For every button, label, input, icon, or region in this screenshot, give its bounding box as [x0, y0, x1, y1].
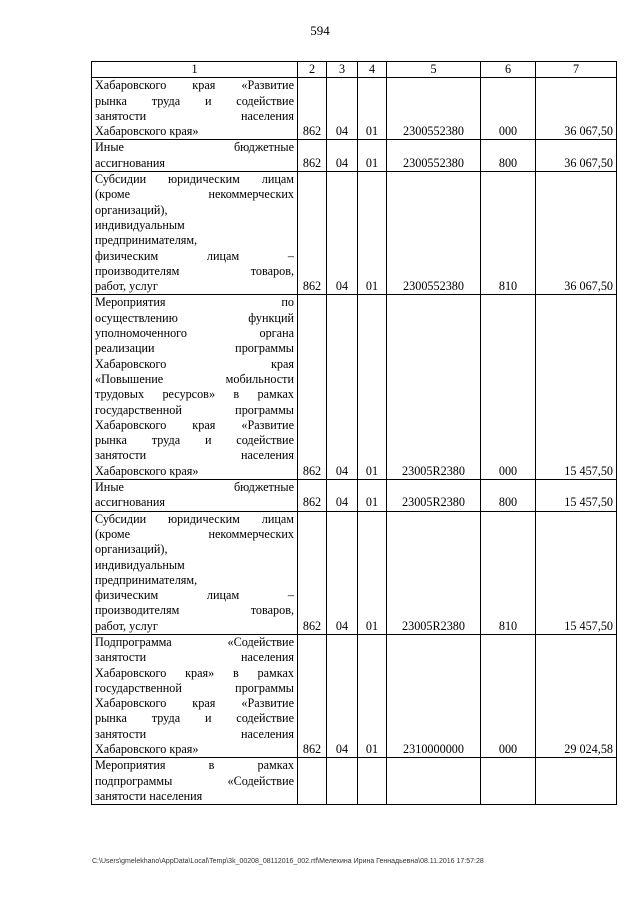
- row-name-line: рынка труда и содействие: [95, 711, 294, 726]
- row-name-cell: [92, 140, 298, 172]
- column-header: 2: [298, 62, 327, 78]
- row-name-line: физическим лицам –: [95, 248, 294, 263]
- row-name-line: организаций),: [95, 542, 168, 557]
- table-row: [92, 511, 617, 634]
- amount-cell: 36 067,50: [536, 78, 617, 140]
- budget-table: [91, 61, 617, 805]
- row-name-line: занятости населения: [95, 448, 294, 463]
- row-name-line: производителям товаров,: [95, 263, 294, 278]
- row-name-line: подпрограммы «Содействие: [95, 773, 294, 788]
- row-name-line: Хабаровского края»: [95, 463, 199, 478]
- row-name-line: рынка труда и содействие: [95, 433, 294, 448]
- code-subsection-cell: 01: [358, 140, 387, 172]
- row-name-line: работ, услуг: [95, 279, 158, 294]
- code-subsection-cell: 01: [358, 78, 387, 140]
- table-row: [92, 295, 617, 480]
- amount-cell: 15 457,50: [536, 511, 617, 634]
- row-name-line: физическим лицам –: [95, 588, 294, 603]
- row-name-line: (кроме некоммерческих: [95, 526, 294, 541]
- row-name-line: предпринимателям,: [95, 572, 198, 587]
- row-name-line: занятости населения: [95, 726, 294, 741]
- row-name-line: «Повышение мобильности: [95, 371, 294, 386]
- row-name-cell: [92, 78, 298, 140]
- code-target-cell: 2300552380: [387, 172, 481, 295]
- code-target-cell: 2300552380: [387, 140, 481, 172]
- code-gr-cell: 862: [298, 295, 327, 480]
- code-gr-cell: 862: [298, 140, 327, 172]
- code-gr-cell: 862: [298, 78, 327, 140]
- row-name-line: Субсидии юридическим лицам: [95, 172, 294, 187]
- code-target-cell: 23005R2380: [387, 511, 481, 634]
- table-row: [92, 758, 617, 805]
- row-name-line: ассигнования: [95, 495, 166, 510]
- code-type-cell: 810: [481, 511, 536, 634]
- code-section-cell: [327, 758, 358, 805]
- row-name-line: рынка труда и содействие: [95, 93, 294, 108]
- file-path-footer: C:\Users\gmelekhano\AppData\Local\Temp\3k_00208_08112016_002.rtf\Мелехина Ирина Геннадьевна\08.11.2016 17:57:28: [92, 858, 484, 865]
- row-name-line: занятости населения: [95, 650, 294, 665]
- code-subsection-cell: 01: [358, 511, 387, 634]
- row-name-line: Хабаровского края: [95, 356, 294, 371]
- row-name-cell: [92, 758, 298, 805]
- row-name-line: Иные бюджетные: [95, 480, 294, 495]
- row-name-line: Хабаровского края «Развитие: [95, 78, 294, 93]
- row-name-line: производителям товаров,: [95, 603, 294, 618]
- code-section-cell: 04: [327, 295, 358, 480]
- code-subsection-cell: 01: [358, 634, 387, 757]
- code-target-cell: 2310000000: [387, 634, 481, 757]
- code-type-cell: 000: [481, 634, 536, 757]
- code-target-cell: 23005R2380: [387, 480, 481, 512]
- row-name-line: Хабаровского края» в рамках: [95, 665, 294, 680]
- code-target-cell: 23005R2380: [387, 295, 481, 480]
- row-name-line: осуществлению функций: [95, 310, 294, 325]
- code-gr-cell: 862: [298, 511, 327, 634]
- code-subsection-cell: 01: [358, 172, 387, 295]
- row-name-line: Хабаровского края «Развитие: [95, 417, 294, 432]
- row-name-line: ассигнования: [95, 155, 166, 170]
- table-header-row: [92, 62, 617, 78]
- row-name-line: (кроме некоммерческих: [95, 187, 294, 202]
- code-type-cell: 000: [481, 78, 536, 140]
- table-row: [92, 140, 617, 172]
- column-header: 7: [536, 62, 617, 78]
- row-name-line: Иные бюджетные: [95, 140, 294, 155]
- row-name-line: Мероприятия по: [95, 295, 294, 310]
- column-header: 5: [387, 62, 481, 78]
- row-name-line: Хабаровского края»: [95, 124, 199, 139]
- code-gr-cell: [298, 758, 327, 805]
- code-section-cell: 04: [327, 78, 358, 140]
- code-type-cell: 800: [481, 140, 536, 172]
- code-section-cell: 04: [327, 511, 358, 634]
- row-name-line: государственной программы: [95, 680, 294, 695]
- table-row: [92, 78, 617, 140]
- amount-cell: 36 067,50: [536, 172, 617, 295]
- code-target-cell: [387, 758, 481, 805]
- column-header: 1: [92, 62, 298, 78]
- code-gr-cell: 862: [298, 480, 327, 512]
- amount-cell: 36 067,50: [536, 140, 617, 172]
- amount-cell: 15 457,50: [536, 480, 617, 512]
- row-name-cell: [92, 634, 298, 757]
- page-number: 594: [310, 23, 330, 38]
- code-type-cell: [481, 758, 536, 805]
- code-section-cell: 04: [327, 140, 358, 172]
- row-name-line: предпринимателям,: [95, 233, 198, 248]
- code-section-cell: 04: [327, 480, 358, 512]
- table-row: [92, 172, 617, 295]
- code-type-cell: 800: [481, 480, 536, 512]
- row-name-line: уполномоченного органа: [95, 326, 294, 341]
- column-header: 3: [327, 62, 358, 78]
- amount-cell: 15 457,50: [536, 295, 617, 480]
- row-name-line: занятости населения: [95, 108, 294, 123]
- row-name-line: работ, услуг: [95, 618, 158, 633]
- row-name-line: Хабаровского края «Развитие: [95, 696, 294, 711]
- amount-cell: 29 024,58: [536, 634, 617, 757]
- code-type-cell: 000: [481, 295, 536, 480]
- code-subsection-cell: 01: [358, 295, 387, 480]
- row-name-cell: [92, 172, 298, 295]
- row-name-line: Хабаровского края»: [95, 742, 199, 757]
- code-gr-cell: 862: [298, 634, 327, 757]
- column-header: 6: [481, 62, 536, 78]
- amount-cell: [536, 758, 617, 805]
- code-subsection-cell: [358, 758, 387, 805]
- row-name-cell: [92, 295, 298, 480]
- row-name-line: трудовых ресурсов» в рамках: [95, 387, 294, 402]
- row-name-cell: [92, 480, 298, 512]
- code-gr-cell: 862: [298, 172, 327, 295]
- code-subsection-cell: 01: [358, 480, 387, 512]
- row-name-cell: [92, 511, 298, 634]
- row-name-line: Подпрограмма «Содействие: [95, 634, 294, 649]
- row-name-line: государственной программы: [95, 402, 294, 417]
- code-type-cell: 810: [481, 172, 536, 295]
- row-name-line: реализации программы: [95, 341, 294, 356]
- code-section-cell: 04: [327, 634, 358, 757]
- code-target-cell: 2300552380: [387, 78, 481, 140]
- row-name-line: занятости населения: [95, 788, 203, 803]
- table-row: [92, 480, 617, 512]
- code-section-cell: 04: [327, 172, 358, 295]
- row-name-line: индивидуальным: [95, 557, 185, 572]
- row-name-line: индивидуальным: [95, 217, 185, 232]
- table-row: [92, 634, 617, 757]
- row-name-line: Субсидии юридическим лицам: [95, 511, 294, 526]
- column-header: 4: [358, 62, 387, 78]
- row-name-line: организаций),: [95, 202, 168, 217]
- row-name-line: Мероприятия в рамках: [95, 758, 294, 773]
